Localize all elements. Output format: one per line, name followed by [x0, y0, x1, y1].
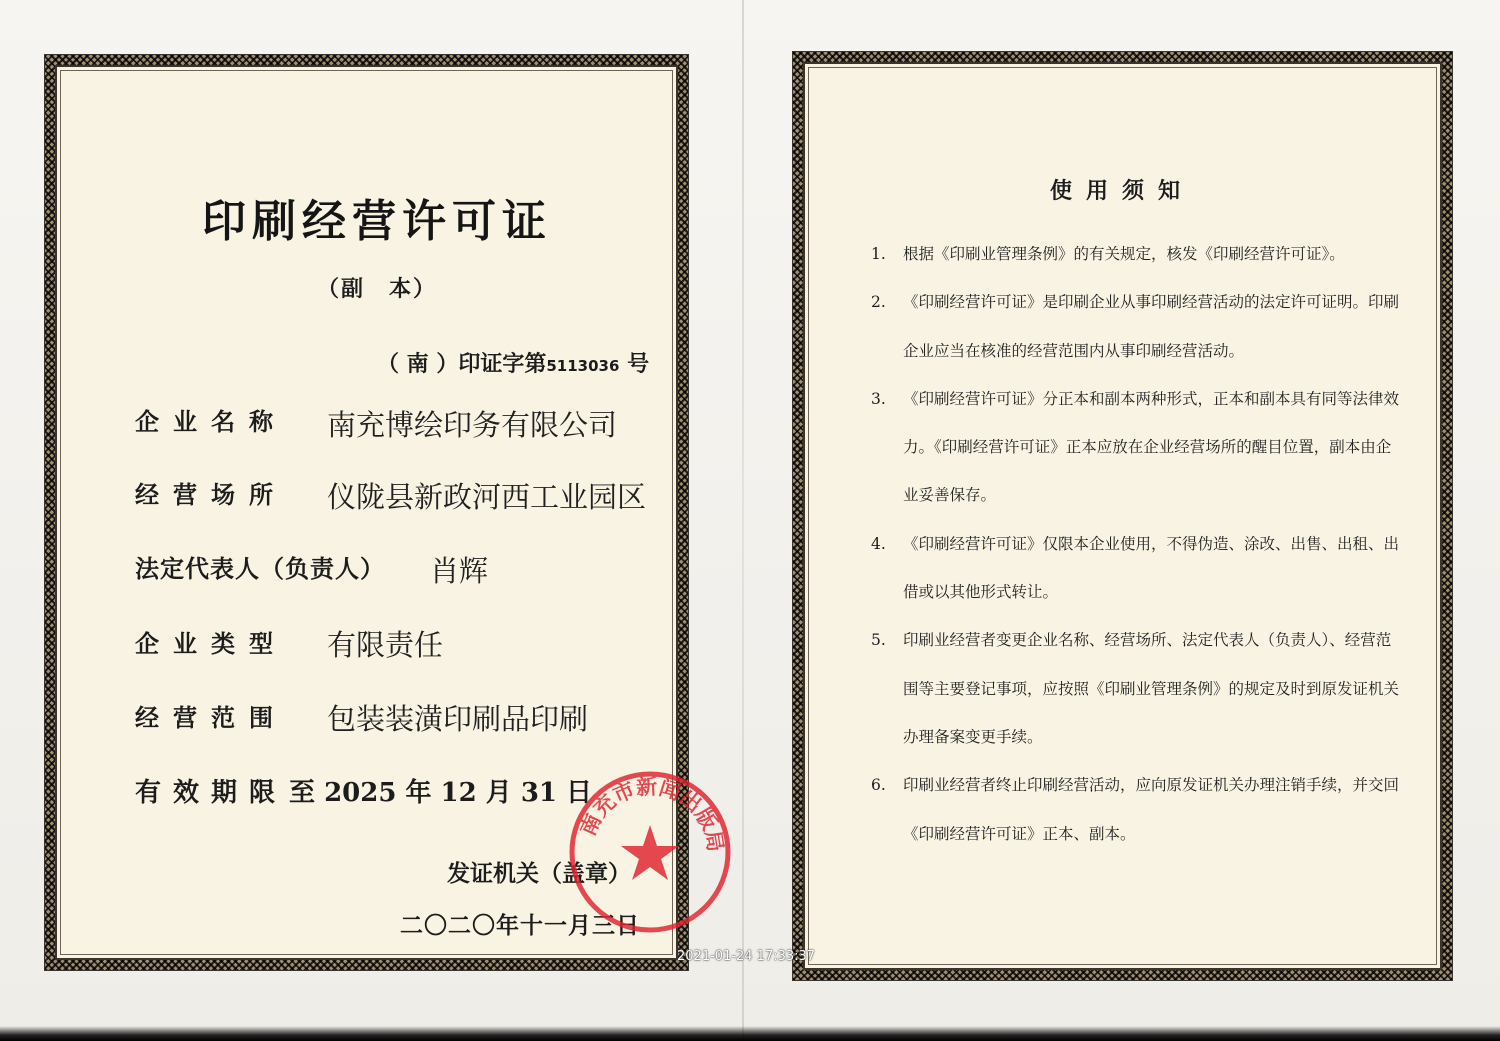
notice-item-text: 印刷业经营者终止印刷经营活动，应向原发证机关办理注销手续，并交回《印刷经营许可证》正本、副本。 [903, 776, 1400, 843]
notice-item-index: 5. [871, 631, 886, 650]
photo-timestamp: 2021-01-24 17:33:37 [677, 949, 816, 964]
license-prefix: （ 南 ）印证字第 [377, 351, 547, 377]
field-value-company-name: 南充博绘印务有限公司 [327, 408, 618, 442]
notice-item-text: 《印刷经营许可证》分正本和副本两种形式，正本和副本具有同等法律效力。《印刷经营许可证》正本应放在企业经营场所的醒目位置，副本由企业妥善保存。 [903, 389, 1400, 505]
seal-text: 南充市新闻出版局 [575, 774, 728, 854]
field-value-enterprise-type: 有限责任 [327, 628, 444, 662]
validity-value: 至 2025 年 12 月 31 日 [289, 778, 593, 808]
notice-item-index: 4. [871, 534, 886, 553]
notice-item-text: 《印刷经营许可证》仅限本企业使用，不得伪造、涂改、出售、出租、出借或以其他形式转让。 [903, 534, 1400, 602]
field-label-business-scope: 经营范围 [135, 703, 287, 732]
certificate-body [55, 65, 728, 960]
notice-item-index: 6. [871, 776, 886, 795]
field-value-legal-rep: 肖辉 [430, 554, 489, 588]
notice-item [861, 520, 1401, 617]
notice-body [803, 62, 1442, 970]
field-label-enterprise-type: 企业类型 [135, 629, 287, 658]
field-label-legal-rep: 法定代表人（负责人） [135, 554, 385, 583]
official-seal [565, 767, 735, 937]
validity-line [135, 772, 592, 809]
notice-item [861, 278, 1401, 375]
issue-date: 二〇二〇年十一月三日 [400, 912, 640, 939]
page-fold [742, 0, 744, 1041]
field-label-company-name: 企业名称 [135, 407, 287, 436]
notice-item-index: 1. [871, 245, 886, 263]
seal-star-icon [621, 825, 679, 880]
notice-item-text: 《印刷经营许可证》是印刷企业从事印刷经营活动的法定许可证明。印刷企业应当在核准的经营范围内从事印刷经营活动。 [903, 293, 1400, 360]
notice-item [861, 616, 1401, 761]
certificate-panel [45, 55, 728, 970]
notice-panel [793, 52, 1452, 980]
field-label-premises: 经营场所 [135, 480, 287, 509]
notice-item-text: 印刷业经营者变更企业名称、经营场所、法定代表人（负责人）、经营范围等主要登记事项，应按照《印刷业管理条例》的规定及时到原发证机关办理备案变更手续。 [903, 631, 1400, 746]
certificate-title: 印刷经营许可证 [202, 196, 552, 247]
scan-edge-shadow [0, 1026, 1500, 1041]
field-value-premises: 仪陇县新政河西工业园区 [327, 480, 647, 514]
license-number: 5113036 [546, 357, 620, 375]
notice-item [861, 761, 1401, 858]
notice-item-index: 2. [871, 293, 886, 312]
certificate-subtitle: （副 本） [316, 276, 437, 302]
notice-item-text: 根据《印刷业管理条例》的有关规定，核发《印刷经营许可证》。 [903, 245, 1345, 263]
notice-item [861, 230, 1401, 278]
notice-item-index: 3. [871, 389, 886, 408]
license-suffix: 号 [627, 351, 650, 377]
validity-label: 有效期限 [135, 778, 288, 808]
field-value-business-scope: 包装装潢印刷品印刷 [327, 702, 589, 736]
notice-title: 使用须知 [1050, 178, 1195, 204]
license-number-line [377, 347, 649, 378]
notice-item [861, 375, 1401, 520]
notice-list [861, 230, 1401, 858]
issuing-authority: 发证机关（盖章） [447, 860, 631, 887]
